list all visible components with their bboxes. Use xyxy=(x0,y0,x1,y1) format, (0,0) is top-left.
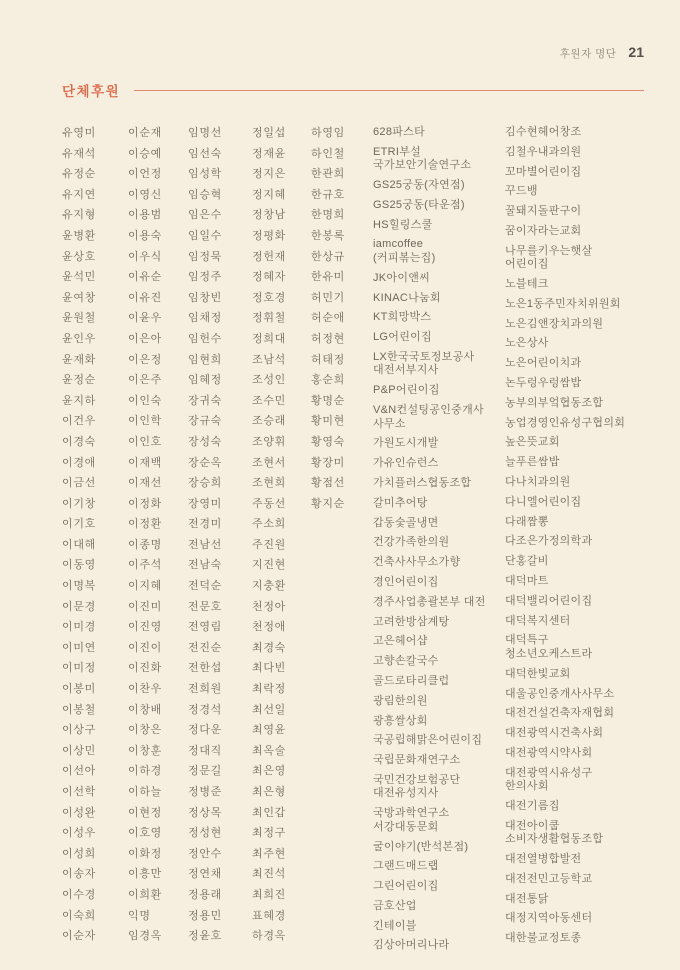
sponsor-name: 이희환 xyxy=(128,888,162,901)
sponsor-name: 윤정순 xyxy=(62,374,96,387)
sponsor-name: 이명복 xyxy=(62,580,96,593)
sponsor-name: 하경옥 xyxy=(252,930,286,943)
sponsor-name: 이동영 xyxy=(62,559,96,572)
sponsor-name: 유지연 xyxy=(62,188,96,201)
sponsor-name: 조남석 xyxy=(252,353,286,366)
sponsor-organization: 대전통닭 xyxy=(505,892,549,905)
sponsor-organization: 대덕마트 xyxy=(505,575,549,588)
sponsor-name: 허태정 xyxy=(311,353,345,366)
running-head-title: 후원자 명단 xyxy=(559,48,617,60)
sponsor-name: 이용범 xyxy=(128,209,162,222)
sponsor-name: 정성현 xyxy=(188,827,222,840)
sponsor-organization: 대전광역시유성구 한의사회 xyxy=(505,766,593,793)
sponsor-name: 임경옥 xyxy=(128,930,162,943)
sponsor-organization: 고려한방삼계탕 xyxy=(373,615,450,628)
sponsor-name: 이성우 xyxy=(62,827,96,840)
sponsor-name: 정안수 xyxy=(188,847,222,860)
sponsor-name: 황명순 xyxy=(311,394,345,407)
sponsor-name: 이재백 xyxy=(128,456,162,469)
sponsor-name: 지진현 xyxy=(252,559,286,572)
sponsor-name: 이창배 xyxy=(128,703,162,716)
sponsor-name: 이찬우 xyxy=(128,683,162,696)
sponsor-name: 하인철 xyxy=(311,147,345,160)
sponsor-name: 정문길 xyxy=(188,765,222,778)
sponsor-organization: 김상아머리나라 xyxy=(373,939,450,952)
sponsor-name: 전남선 xyxy=(188,538,222,551)
sponsor-name: 이호영 xyxy=(128,827,162,840)
sponsor-name: 이정화 xyxy=(128,497,162,510)
sponsor-name: 황미현 xyxy=(311,415,345,428)
sponsor-organization: 그랜드매드랩 xyxy=(373,860,439,873)
sponsor-organization: 국립문화재연구소 xyxy=(373,754,461,767)
sponsor-name: 최선일 xyxy=(252,703,286,716)
sponsor-name: 전문호 xyxy=(188,600,222,613)
group-sponsor-column-1 xyxy=(373,126,503,959)
sponsor-name: 정윤호 xyxy=(188,930,222,943)
sponsor-name: 이창은 xyxy=(128,724,162,737)
sponsor-organization: 대전열병합발전 xyxy=(505,853,582,866)
sponsor-organization: 다조은가정의학과 xyxy=(505,535,593,548)
sponsor-name: 이은주 xyxy=(128,374,162,387)
sponsor-name: 유지형 xyxy=(62,209,96,222)
sponsor-name: 최경숙 xyxy=(252,641,286,654)
sponsor-name: 정호경 xyxy=(252,291,286,304)
sponsor-name: 천정아 xyxy=(252,600,286,613)
sponsor-name: 이진화 xyxy=(128,662,162,675)
sponsor-name: 전경미 xyxy=(188,518,222,531)
sponsor-name: 정지혜 xyxy=(252,188,286,201)
sponsor-organization: KINAC나눔회 xyxy=(373,291,441,304)
sponsor-name: 윤상호 xyxy=(62,250,96,263)
sponsor-name: 전희원 xyxy=(188,683,222,696)
sponsor-name: 조현서 xyxy=(252,456,286,469)
sponsor-name: 임현희 xyxy=(188,353,222,366)
sponsor-name: 윤여창 xyxy=(62,291,96,304)
sponsor-name: 임창빈 xyxy=(188,291,222,304)
sponsor-name: 최옥술 xyxy=(252,744,286,757)
sponsor-name: 이미정 xyxy=(62,662,96,675)
sponsor-name: 전남숙 xyxy=(188,559,222,572)
sponsor-name: 조현희 xyxy=(252,477,286,490)
sponsor-organization: 경인어린이집 xyxy=(373,575,439,588)
sponsor-name: 한명희 xyxy=(311,209,345,222)
sponsor-name: 이건우 xyxy=(62,415,96,428)
sponsor-organization: 가원도시개발 xyxy=(373,437,439,450)
sponsor-name: 전덕순 xyxy=(188,580,222,593)
sponsor-organization: 노블테크 xyxy=(505,278,549,291)
sponsor-name: 이순자 xyxy=(62,930,96,943)
sponsor-organization: KT희망박스 xyxy=(373,311,432,324)
sponsor-name: 이봉미 xyxy=(62,683,96,696)
sponsor-name: 이현정 xyxy=(128,806,162,819)
sponsor-name: 최락정 xyxy=(252,683,286,696)
sponsor-name: 정연채 xyxy=(188,868,222,881)
sponsor-organization: 광림한의원 xyxy=(373,694,428,707)
sponsor-organization: 굴이야기(반석본점) xyxy=(373,840,469,853)
sponsor-organization: 농업경영인유성구협의회 xyxy=(505,416,626,429)
sponsor-organization: 국공립해맑은어린이집 xyxy=(373,734,483,747)
sponsor-organization: 그린어린이집 xyxy=(373,880,439,893)
sponsor-organization: 노은어린이치과 xyxy=(505,357,582,370)
sponsor-name: 이상민 xyxy=(62,744,96,757)
sponsor-name: 주동선 xyxy=(252,497,286,510)
sponsor-name: 이하늘 xyxy=(128,786,162,798)
sponsor-organization: 대덕한빛교회 xyxy=(505,667,571,680)
section-divider-line xyxy=(134,90,644,91)
sponsor-organization: 긴테이블 xyxy=(373,919,417,932)
sponsor-organization: 건축사사무소가향 xyxy=(373,556,461,569)
sponsor-name: 한봉록 xyxy=(311,229,345,242)
sponsor-name: 유정순 xyxy=(62,168,96,181)
page-number: 21 xyxy=(628,44,644,60)
sponsor-name: 임승혁 xyxy=(188,188,222,201)
sponsor-organization: 늘푸른쌈밥 xyxy=(505,456,560,469)
sponsor-name: 정지은 xyxy=(252,168,286,181)
sponsor-organization: HS힐링스쿨 xyxy=(373,218,433,231)
sponsor-organization: iamcoffee (커피볶는집) xyxy=(373,238,436,264)
individual-sponsor-column-5 xyxy=(311,123,345,514)
sponsor-organization: 고향손칼국수 xyxy=(373,655,439,668)
sponsor-name: 이흥만 xyxy=(128,868,162,881)
sponsor-name: 정대직 xyxy=(188,744,222,757)
sponsor-name: 이문경 xyxy=(62,600,96,613)
sponsor-name: 윤지하 xyxy=(62,394,96,407)
sponsor-name: 하영임 xyxy=(311,127,345,139)
sponsor-organization: 대전아이쿱 소비자생활협동조합 xyxy=(505,819,604,846)
sponsor-name: 정용민 xyxy=(188,909,222,922)
sponsor-organization: 경주사업총괄본부 대전 xyxy=(373,595,486,608)
sponsor-name: 이은아 xyxy=(128,332,162,345)
sponsor-name: 표혜경 xyxy=(252,909,286,922)
sponsor-name: 이인학 xyxy=(128,415,162,428)
sponsor-name: 임성학 xyxy=(188,168,222,181)
sponsor-name: 임정주 xyxy=(188,271,222,284)
sponsor-name: 이윤우 xyxy=(128,312,162,325)
sponsor-organization: 건강가족한의원 xyxy=(373,536,450,549)
sponsor-name: 최정구 xyxy=(252,827,286,840)
sponsor-name: 윤원철 xyxy=(62,312,96,325)
sponsor-organization: JK아이앤씨 xyxy=(373,271,431,284)
sponsor-organization: ETRI부설 국가보안기술연구소 xyxy=(373,145,472,172)
sponsor-name: 최희진 xyxy=(252,888,286,901)
sponsor-name: 조양휘 xyxy=(252,435,286,448)
sponsor-name: 천정애 xyxy=(252,621,286,634)
sponsor-name: 이창훈 xyxy=(128,744,162,757)
individual-sponsor-column-4 xyxy=(252,123,286,947)
sponsor-organization: 나무를키우는햇살 어린이집 xyxy=(505,244,593,271)
individual-sponsor-column-3 xyxy=(188,123,222,947)
sponsor-name: 전한섭 xyxy=(188,662,222,675)
sponsor-name: 이주석 xyxy=(128,559,162,572)
sponsor-name: 윤병환 xyxy=(62,229,96,242)
sponsor-name: 주소희 xyxy=(252,518,286,531)
running-head xyxy=(560,44,644,61)
sponsor-organization: 광흥쌀상회 xyxy=(373,714,428,727)
sponsor-name: 전영림 xyxy=(188,621,222,634)
sponsor-name: 이영신 xyxy=(128,188,162,201)
sponsor-name: 장영미 xyxy=(188,497,222,510)
sponsor-organization: LX한국국토정보공사 대전서부지사 xyxy=(373,350,475,377)
sponsor-organization: 노은상사 xyxy=(505,337,549,350)
sponsor-name: 이종명 xyxy=(128,538,162,551)
sponsor-organization: 다래짬뽕 xyxy=(505,515,549,528)
sponsor-organization: P&P어린이집 xyxy=(373,384,440,397)
sponsor-name: 이지혜 xyxy=(128,580,162,593)
section-head xyxy=(62,80,644,100)
sponsor-name: 최은형 xyxy=(252,786,286,798)
sponsor-name: 이인숙 xyxy=(128,394,162,407)
sponsor-name: 정휘철 xyxy=(252,312,286,325)
sponsor-name: 최인갑 xyxy=(252,806,286,819)
sponsor-name: 임혜정 xyxy=(188,374,222,387)
sponsor-name: 이숙희 xyxy=(62,909,96,922)
sponsor-name: 이진영 xyxy=(128,621,162,634)
sponsor-name: 장귀숙 xyxy=(188,394,222,407)
sponsor-name: 이성완 xyxy=(62,806,96,819)
sponsor-organization: 갑동숯골냉면 xyxy=(373,516,439,529)
sponsor-organization: 김수현헤어창조 xyxy=(505,126,582,138)
sponsor-organization: 대전건설건축자재협회 xyxy=(505,707,615,720)
sponsor-organization: 노은김앤장치과의원 xyxy=(505,317,604,330)
sponsor-name: 지충환 xyxy=(252,580,286,593)
sponsor-name: 이성희 xyxy=(62,847,96,860)
sponsor-name: 이금선 xyxy=(62,477,96,490)
sponsor-name: 한규호 xyxy=(311,188,345,201)
sponsor-organization: 국방과학연구소 서강대동문회 xyxy=(373,807,450,833)
sponsor-name: 이송자 xyxy=(62,868,96,881)
sponsor-organization: 논두렁우렁쌈밥 xyxy=(505,377,582,390)
sponsor-name: 유재석 xyxy=(62,147,96,160)
sponsor-name: 임명선 xyxy=(188,127,222,139)
sponsor-organization: 골드로타리클럽 xyxy=(373,674,450,687)
sponsor-name: 정일섭 xyxy=(252,127,286,139)
sponsor-name: 조수민 xyxy=(252,394,286,407)
sponsor-name: 허순애 xyxy=(311,312,345,325)
sponsor-organization: 단홍갈비 xyxy=(505,555,549,568)
sponsor-name: 이재선 xyxy=(128,477,162,490)
sponsor-organization: 다니엘어린이집 xyxy=(505,495,582,508)
sponsor-name: 이경숙 xyxy=(62,435,96,448)
sponsor-name: 윤인우 xyxy=(62,332,96,345)
sponsor-name: 임선숙 xyxy=(188,147,222,160)
sponsor-name: 이미연 xyxy=(62,641,96,654)
sponsor-name: 이우식 xyxy=(128,250,162,263)
sponsor-name: 정재윤 xyxy=(252,147,286,160)
sponsor-name: 정다운 xyxy=(188,724,222,737)
sponsor-name: 조승래 xyxy=(252,415,286,428)
sponsor-name: 주진원 xyxy=(252,538,286,551)
sponsor-organization: 대덕복지센터 xyxy=(505,614,571,627)
sponsor-organization: 대울공인중개사사무소 xyxy=(505,687,615,700)
sponsor-organization: 628파스타 xyxy=(373,126,426,138)
sponsor-name: 이인호 xyxy=(128,435,162,448)
sponsor-name: 정평화 xyxy=(252,229,286,242)
sponsor-organization: 국민건강보험공단 대전유성지사 xyxy=(373,773,461,800)
sponsor-name: 장순옥 xyxy=(188,456,222,469)
sponsor-name: 임헌수 xyxy=(188,332,222,345)
sponsor-name: 조성인 xyxy=(252,374,286,387)
sponsor-name: 이은정 xyxy=(128,353,162,366)
sponsor-name: 허정현 xyxy=(311,332,345,345)
sponsor-name: 황지순 xyxy=(311,497,345,510)
sponsor-organization: 꿀돼지돌판구이 xyxy=(505,205,582,218)
sponsor-organization: 대전전민고등학교 xyxy=(505,872,593,885)
sponsor-name: 윤석민 xyxy=(62,271,96,284)
sponsor-name: 이수경 xyxy=(62,888,96,901)
sponsor-name: 이선아 xyxy=(62,765,96,778)
sponsor-name: 이진이 xyxy=(128,641,162,654)
sponsor-organization: 대덕밸리어린이집 xyxy=(505,594,593,607)
individual-sponsor-column-2 xyxy=(128,123,162,947)
sponsor-organization: 꿈이자라는교회 xyxy=(505,224,582,237)
sponsor-name: 이승예 xyxy=(128,147,162,160)
sponsor-name: 한관희 xyxy=(311,168,345,181)
sponsor-organization: GS25궁동(자연점) xyxy=(373,179,465,192)
sponsor-name: 장성숙 xyxy=(188,435,222,448)
sponsor-organization: 갈미추어탕 xyxy=(373,496,428,509)
sponsor-name: 정병준 xyxy=(188,786,222,798)
sponsor-name: 이하경 xyxy=(128,765,162,778)
sponsor-name: 허민기 xyxy=(311,291,345,304)
sponsor-name: 정용래 xyxy=(188,888,222,901)
sponsor-name: 임채정 xyxy=(188,312,222,325)
sponsor-name: 장승희 xyxy=(188,477,222,490)
sponsor-name: 유영미 xyxy=(62,127,96,139)
sponsor-organization: 대덕특구 청소년오케스트라 xyxy=(505,634,593,660)
sponsor-organization: V&N컨설팅공인중개사 사무소 xyxy=(373,404,484,430)
sponsor-organization: 꼬마별어린이집 xyxy=(505,165,582,178)
sponsor-organization: 가유인슈런스 xyxy=(373,457,439,470)
sponsor-organization: 대전광역시건축사회 xyxy=(505,727,604,740)
sponsor-name: 임정묵 xyxy=(188,250,222,263)
sponsor-name: 이정환 xyxy=(128,518,162,531)
section-title: 단체후원 xyxy=(62,84,121,99)
sponsor-name: 정경석 xyxy=(188,703,222,716)
individual-sponsor-column-1 xyxy=(62,123,96,947)
sponsor-name: 최다빈 xyxy=(252,662,286,675)
sponsor-name: 이봉철 xyxy=(62,703,96,716)
sponsor-name: 정희대 xyxy=(252,332,286,345)
sponsor-name: 정상목 xyxy=(188,806,222,819)
sponsor-organization: 대정지역아동센터 xyxy=(505,912,593,925)
sponsor-name: 최영윤 xyxy=(252,724,286,737)
sponsor-name: 이용숙 xyxy=(128,229,162,242)
sponsor-organization: 가치플러스협동조합 xyxy=(373,476,472,489)
sponsor-organization: LG어린이집 xyxy=(373,331,432,344)
sponsor-organization: 대전기름집 xyxy=(505,800,560,812)
sponsor-name: 황점선 xyxy=(311,477,345,490)
sponsor-name: 정혜자 xyxy=(252,271,286,284)
sponsor-name: 황영숙 xyxy=(311,435,345,448)
sponsor-name: 최주현 xyxy=(252,847,286,860)
sponsor-name: 이기호 xyxy=(62,518,96,531)
sponsor-organization: 대한불교정토종 xyxy=(505,932,582,945)
sponsor-name: 이경애 xyxy=(62,456,96,469)
sponsor-name: 익명 xyxy=(128,909,151,922)
group-sponsor-column-2 xyxy=(505,126,665,952)
sponsor-name: 황장미 xyxy=(311,456,345,469)
sponsor-name: 이미경 xyxy=(62,621,96,634)
sponsor-name: 이선학 xyxy=(62,786,96,798)
sponsor-name: 이순재 xyxy=(128,127,162,139)
sponsor-organization: 대전광역시약사회 xyxy=(505,746,593,759)
sponsor-name: 임은수 xyxy=(188,209,222,222)
sponsor-organization: 높은뜻교회 xyxy=(505,436,560,449)
sponsor-name: 홍순희 xyxy=(311,374,345,387)
sponsor-organization: 고은헤어샵 xyxy=(373,635,428,648)
sponsor-name: 이진미 xyxy=(128,600,162,613)
sponsor-name: 이언정 xyxy=(128,168,162,181)
sponsor-name: 이화정 xyxy=(128,847,162,860)
sponsor-name: 최은영 xyxy=(252,765,286,778)
sponsor-name: 한유미 xyxy=(311,271,345,284)
sponsor-name: 이상구 xyxy=(62,724,96,737)
sponsor-organization: GS25궁동(타운점) xyxy=(373,198,465,211)
sponsor-organization: 금호산업 xyxy=(373,899,417,912)
sponsor-organization: 노은1동주민자치위원회 xyxy=(505,297,621,310)
sponsor-organization: 농부의부엌협동조합 xyxy=(505,396,604,409)
sponsor-organization: 다나치과의원 xyxy=(505,476,571,489)
sponsor-name: 정창남 xyxy=(252,209,286,222)
sponsor-name: 윤재화 xyxy=(62,353,96,366)
sponsor-name: 최진석 xyxy=(252,868,286,881)
sponsor-name: 이대해 xyxy=(62,538,96,551)
sponsor-name: 이기창 xyxy=(62,497,96,510)
sponsor-organization: 꾸드뱅 xyxy=(505,185,538,198)
sponsor-name: 정헌재 xyxy=(252,250,286,263)
sponsor-name: 이유진 xyxy=(128,291,162,304)
sponsor-name: 장규숙 xyxy=(188,415,222,428)
sponsor-name: 한상규 xyxy=(311,250,345,263)
sponsor-name: 이유순 xyxy=(128,271,162,284)
sponsor-name: 임일수 xyxy=(188,229,222,242)
sponsor-name: 전진순 xyxy=(188,641,222,654)
sponsor-organization: 김철우내과의원 xyxy=(505,145,582,158)
